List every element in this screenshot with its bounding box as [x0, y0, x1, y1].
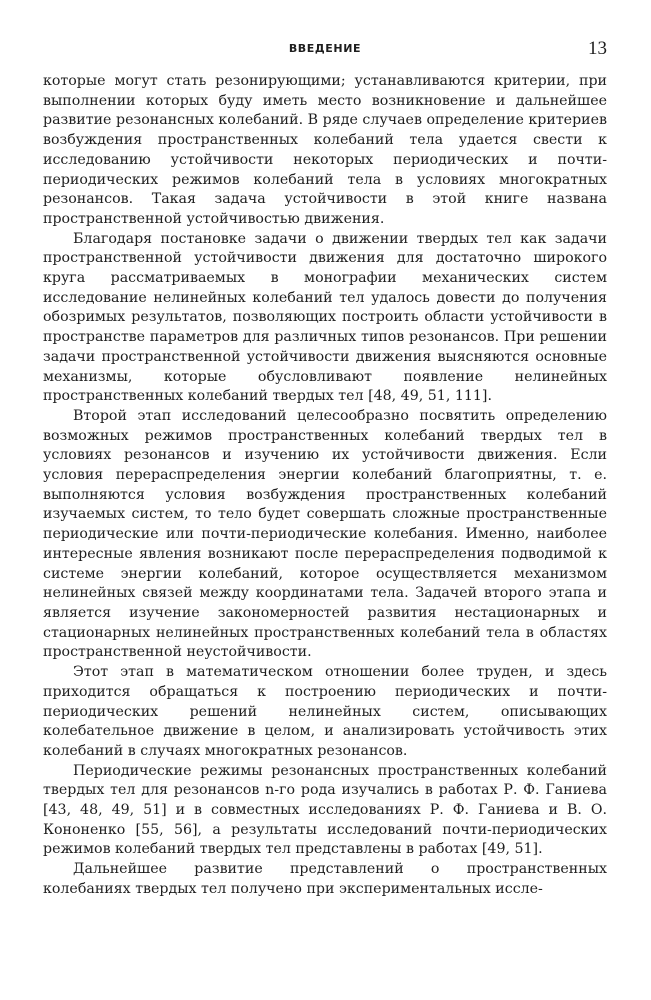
paragraph-5: Периодические режимы резонансных пространственных колебаний твердых тел для резонансов n-го рода изучались в работах Р. Ф. Ганиева [43, 48, 49, 51] и в совместных исследованиях Р. Ф. Ганиева и В. О. Кононенко [55, 56], а результаты исследований почти-периодических режимов колебаний твердых тел представлены в работах [49, 51]. [43, 762, 607, 858]
paragraph-1: которые могут стать резонирующими; устанавливаются критерии, при выполнении которых буду иметь место возникновение и дальнейшее развитие резонансных колебаний. В ряде случаев определение критериев возбуждения пространственных колебаний тела удается свести к исследованию устойчивости некоторых периодических и почти-периодических режимов колебаний тела в условиях многократных резонансов. Такая задача устойчивости в этой книге названа пространственной устойчивостью движения. [43, 73, 607, 227]
page-number: 13 [588, 38, 607, 59]
paragraph-4: Этот этап в математическом отношении более труден, и здесь приходится обращаться к построению периодических и почти-периодических решений нелинейных систем, описывающих колебательное движение в целом, и анализировать устойчивость этих колебаний в случаях многократных резонансов. [43, 664, 607, 759]
paragraph-2: Благодаря постановке задачи о движении твердых тел как задачи пространственной устойчивости движения для достаточно широкого круга рассматриваемых в монографии механических систем исследование нелинейных колебаний тел удалось довести до получения обозримых результатов, позволяющих построить области устойчивости в пространстве параметров для различных типов резонансов. При решении задачи пространственной устойчивости движения выясняются основные механизмы, которые обусловливают появление нелинейных пространственных колебаний твердых тел [48, 49, 51, 111]. [43, 230, 607, 405]
paragraph-3: Второй этап исследований целесообразно посвятить определению возможных режимов пространственных колебаний твердых тел в условиях резонансов и изучению их устойчивости движения. Если условия перераспределения энергии колебаний благоприятны, т. е. выполняются условия возбуждения пространственных колебаний изучаемых систем, то тело будет совершать сложные пространственные периодические или почти-периодические колебания. Именно, наиболее интересные явления возникают после перераспределения подводимой к системе энергии колебаний, которое осуществляется механизмом нелинейных связей между координатами тела. Задачей второго этапа и является изучение закономерностей развития нестационарных и стационарных нелинейных пространственных колебаний тела в областях пространственной неустойчивости. [43, 407, 607, 661]
book-page [43, 38, 607, 900]
body-text [43, 72, 607, 900]
running-title: ВВЕДЕНИЕ [288, 42, 362, 55]
page-header [43, 38, 607, 72]
paragraph-6: Дальнейшее развитие представлений о пространственных колебаниях твердых тел получено при экспериментальных иссле- [43, 861, 607, 897]
